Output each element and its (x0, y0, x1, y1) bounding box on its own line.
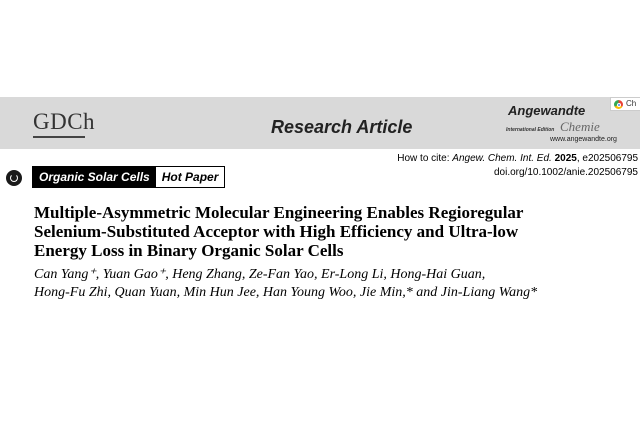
journal-url[interactable]: www.angewandte.org (550, 136, 617, 143)
journal-logo-subtitle: International Edition (506, 127, 555, 133)
section-label: Research Article (271, 117, 413, 137)
citation-prefix: How to cite: (397, 153, 453, 164)
citation-id: , e202506795 (576, 153, 638, 164)
title-line: Multiple-Asymmetric Molecular Engineering Enables Regioregular (34, 203, 524, 222)
doi-link[interactable]: doi.org/10.1002/anie.202506795 (493, 167, 638, 178)
citation-journal: Angew. Chem. Int. Ed. (452, 153, 552, 164)
article-title (34, 203, 634, 260)
author-line: Hong-Fu Zhi, Quan Yuan, Min Hun Jee, Han Young Woo, Jie Min,* and Jin-Liang Wang* (34, 285, 538, 300)
title-line: Energy Loss in Binary Organic Solar Cells (34, 241, 344, 260)
gdch-logo: GDCh (33, 109, 96, 134)
hot-paper-label: Hot Paper (156, 167, 225, 187)
author-list (34, 266, 634, 302)
topic-badge (32, 166, 225, 188)
journal-logo-chemie: Chemie (560, 119, 600, 134)
gdch-logo-underline (33, 136, 85, 138)
title-line: Selenium-Substituted Acceptor with High Efficiency and Ultra-low (34, 222, 519, 241)
chrome-logo-icon (614, 100, 623, 109)
journal-logo-name: Angewandte (508, 103, 586, 118)
browser-icon-label: Ch (626, 99, 637, 108)
chrome-icon[interactable] (610, 97, 640, 111)
topic-label: Organic Solar Cells (33, 167, 156, 187)
citation-line (397, 153, 638, 164)
author-line: Can Yang⁺, Yuan Gao⁺, Heng Zhang, Ze-Fan Yao, Er-Long Li, Hong-Hai Guan, (34, 267, 486, 282)
citation-year: 2025 (554, 153, 577, 164)
hot-paper-icon (6, 170, 22, 186)
